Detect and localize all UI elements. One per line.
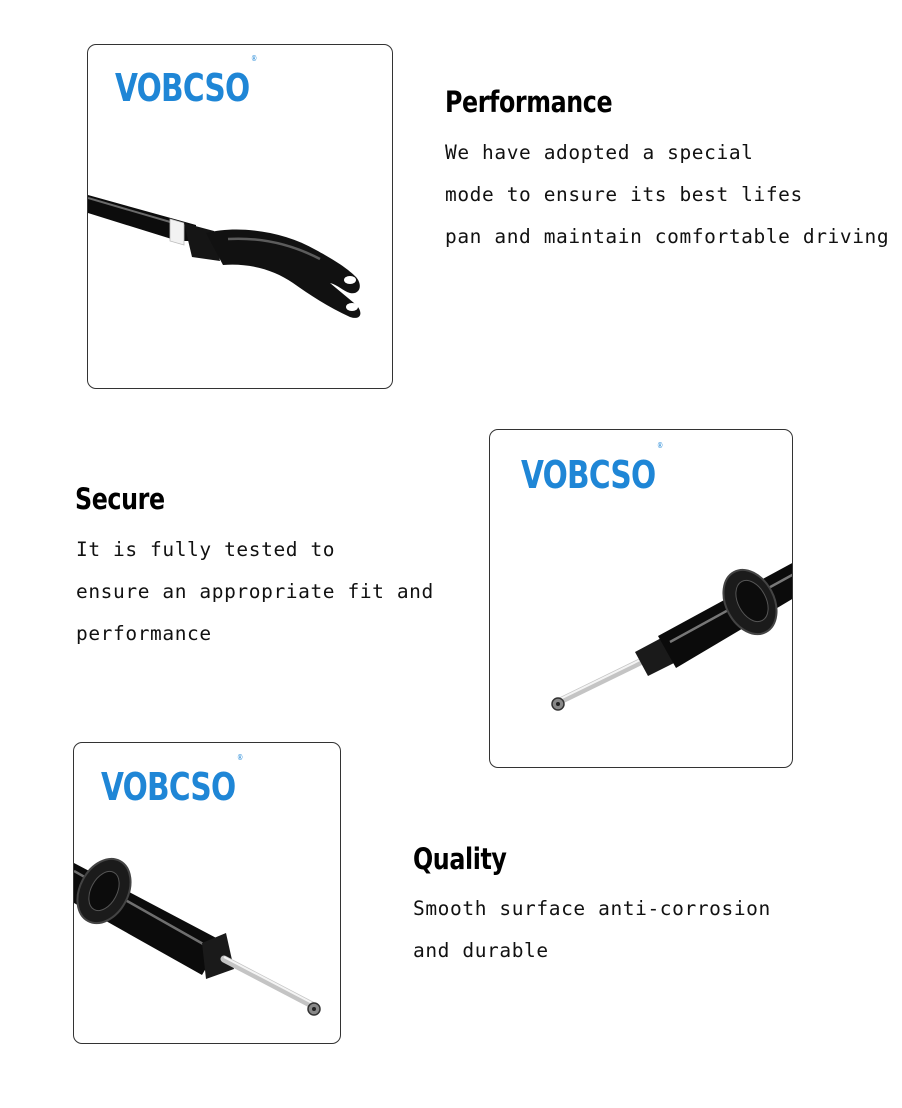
brand-logo: VOBCSO® xyxy=(115,54,257,110)
section-heading-secure: Secure xyxy=(75,482,165,516)
brand-logo: VOBCSO® xyxy=(521,441,663,497)
brand-logo: VOBCSO® xyxy=(101,753,243,809)
section-text-line: Smooth surface anti-corrosion xyxy=(413,897,771,920)
section-text-line: We have adopted a special xyxy=(445,141,754,164)
section-heading-performance: Performance xyxy=(445,85,613,119)
section-text-line: It is fully tested to xyxy=(76,538,336,561)
product-image-card-2 xyxy=(489,429,793,768)
product-image-card-3 xyxy=(73,742,341,1044)
section-text-line: performance xyxy=(76,622,212,645)
section-heading-quality: Quality xyxy=(413,842,507,876)
section-text-line: ensure an appropriate fit and xyxy=(76,580,434,603)
section-text-line: pan and maintain comfortable driving xyxy=(445,225,890,248)
section-text-line: and durable xyxy=(413,939,549,962)
section-text-line: mode to ensure its best lifes xyxy=(445,183,803,206)
product-image-card-1 xyxy=(87,44,393,389)
